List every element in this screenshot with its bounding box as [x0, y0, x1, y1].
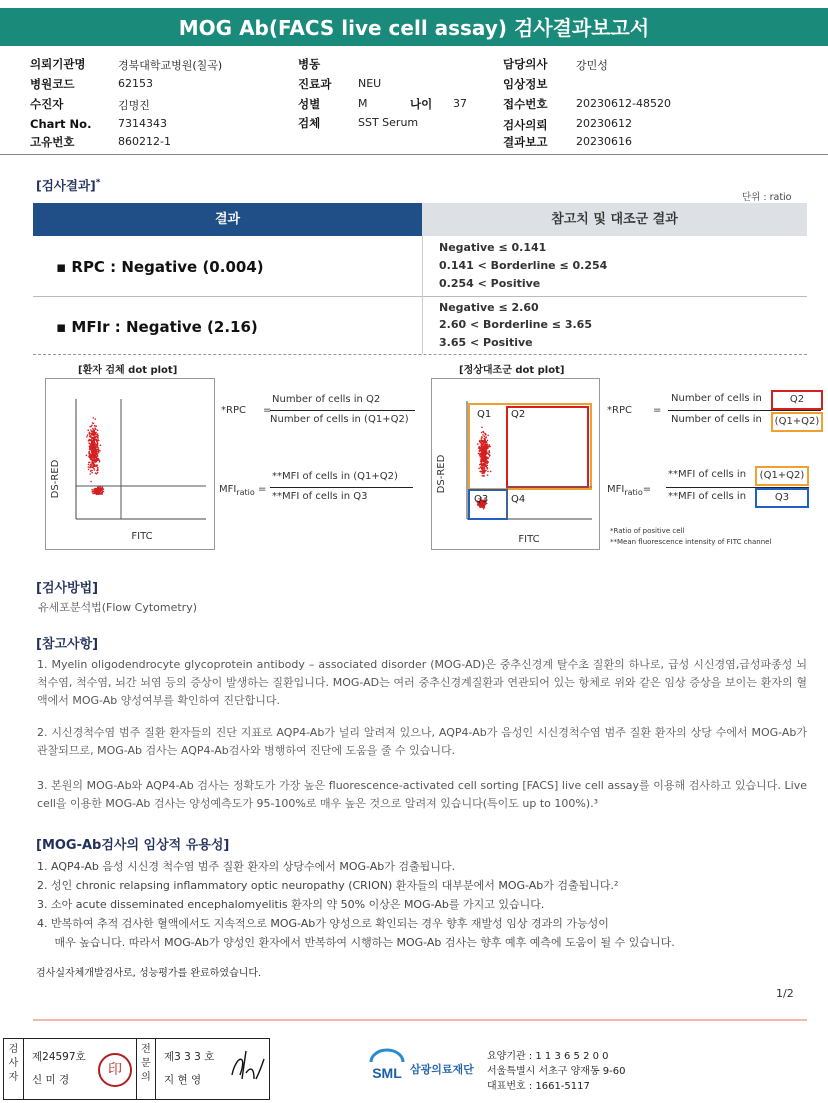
cell-dot [481, 438, 483, 440]
cell-dot [96, 491, 98, 493]
label-request-date: 검사의뢰 [503, 118, 548, 132]
clinical-item-4: 4. 반복하여 추적 검사한 혈액에서도 지속적으로 MOG-Ab가 양성으로 확인되는 경우 향후 재발성 임상 경과의 가능성이 [37, 917, 609, 930]
cell-dot [478, 453, 480, 455]
cell-dot [90, 466, 92, 468]
cell-dot [88, 469, 90, 471]
cell-dot [483, 470, 485, 472]
cell-dot [97, 458, 99, 460]
cell-dot [89, 465, 91, 467]
cell-dot [86, 436, 88, 438]
cell-dot [94, 433, 96, 435]
cell-dot [101, 491, 103, 493]
value-sex: M [358, 97, 368, 110]
cell-dot [88, 433, 90, 435]
cell-dot [98, 493, 100, 495]
control-mfi-num-box: (Q1+Q2) [755, 466, 809, 486]
patient-dot-plot [45, 378, 215, 550]
cell-dot [488, 450, 490, 452]
cell-dot [487, 435, 489, 437]
cell-dot [479, 446, 481, 448]
patient-mfi-numerator: **MFI of cells in (Q1+Q2) [272, 471, 398, 482]
cell-dot [479, 450, 481, 452]
cell-dot [90, 440, 92, 442]
value-receipt-no: 20230612-48520 [576, 97, 671, 110]
control-rpc-eq: = [653, 405, 662, 416]
cell-dot [92, 443, 94, 445]
cell-dot [481, 437, 483, 439]
cell-dot [94, 466, 96, 468]
control-rpc-den-box: (Q1+Q2) [771, 412, 823, 432]
clinical-item-2: 2. 성인 chronic relapsing inflammatory optic neuropathy (CRION) 환자들의 대부분에서 MOG-Ab가 검출됩니다.² [37, 879, 619, 892]
cell-dot [486, 462, 488, 464]
cell-dot [484, 441, 486, 443]
control-rpc-num-box: Q2 [771, 390, 823, 410]
org-address: 서울특별시 서초구 양재동 9-60 [487, 1066, 626, 1077]
cell-dot [487, 471, 489, 473]
org-phone: 대표번호 : 1661-5117 [487, 1081, 590, 1092]
cell-dot [98, 451, 100, 453]
cell-dot [95, 418, 97, 420]
cell-dot [90, 470, 92, 472]
cell-dot [484, 444, 486, 446]
cell-dot [95, 450, 97, 452]
cell-dot [93, 454, 95, 456]
cell-dot [489, 452, 491, 454]
cell-dot [97, 443, 99, 445]
clinical-title: [MOG-Ab검사의 임상적 유용성] [36, 838, 230, 853]
cell-dot [88, 466, 90, 468]
cell-dot [89, 426, 91, 428]
cell-dot [94, 490, 96, 492]
cell-dot [95, 448, 97, 450]
patient-cell-dots [86, 417, 105, 495]
cell-dot [480, 471, 482, 473]
cell-dot [487, 440, 489, 442]
cell-dot [94, 452, 96, 454]
note-paragraph-2: 2. 시신경척수염 범주 질환 환자들의 진단 지표로 AQP4-Ab가 널리 알려져 있으나, AQP4-Ab가 음성인 시신경척수염 범주 질환 환자의 상당 수에서 MOG-Ab가 관찰되므로, MOG-Ab 검사는 AQP4-Ab검사와 병행하여 진단에 도움을 줄 수 있습니다. [37, 726, 807, 757]
cell-dot [482, 470, 484, 472]
cell-dot [92, 437, 94, 439]
cell-dot [97, 435, 99, 437]
cell-dot [86, 455, 88, 457]
cell-dot [91, 434, 93, 436]
control-q3-label: Q3 [474, 494, 489, 505]
cell-dot [92, 467, 94, 469]
patient-dot-plot-svg [46, 379, 214, 549]
cell-dot [93, 434, 95, 436]
cell-dot [92, 422, 94, 424]
cell-dot [90, 481, 92, 483]
label-doctor: 담당의사 [503, 57, 548, 71]
doctor-name: 지 현 영 [164, 1074, 202, 1086]
cell-dot [481, 458, 483, 460]
cell-dot [88, 464, 90, 466]
examiner-label: 검사자 [4, 1039, 24, 1099]
cell-dot [97, 487, 99, 489]
cell-dot [483, 463, 485, 465]
cell-dot [91, 489, 93, 491]
cell-dot [486, 458, 488, 460]
cell-dot [93, 456, 95, 458]
cell-dot [98, 447, 100, 449]
cell-dot [96, 464, 98, 466]
cell-dot [485, 470, 487, 472]
cell-dot [89, 449, 91, 451]
cell-dot [485, 459, 487, 461]
result-column-header: 결과 [33, 203, 422, 236]
rpc-ref-borderline: 0.141 < Borderline ≤ 0.254 [439, 259, 608, 272]
examiner-number: 제24597호 [32, 1051, 86, 1063]
cell-dot [92, 428, 94, 430]
cell-dot [487, 458, 489, 460]
cell-dot [485, 465, 487, 467]
cell-dot [90, 456, 92, 458]
rpc-result: ▪ RPC : Negative (0.004) [56, 258, 264, 276]
label-hospital: 의뢰기관명 [30, 57, 86, 71]
cell-dot [484, 461, 486, 463]
label-ward: 병동 [298, 57, 321, 71]
label-receipt-no: 접수번호 [503, 97, 548, 111]
cell-dot [482, 452, 484, 454]
cell-dot [99, 461, 101, 463]
cell-dot [98, 452, 100, 454]
note-paragraph-1: 1. Myelin oligodendrocyte glycoprotein antibody – associated disorder (MOG-AD)은 중추신경계 탈수초 질환의 하나로, 급성 시신경염,급성파종성 뇌척수염, 척수염, 뇌간 뇌염 등의 증상이 발생하는 질환입니다. MOG-AD는 여러 중추신경계질환과 연관되어 있는 항체로 위와 같은 임상 증상을 보이는 환자의 혈액에서 MOG-Ab 양성여부를 확인하여 진단합니다. [37, 658, 807, 707]
cell-dot [486, 456, 488, 458]
cell-dot [482, 448, 484, 450]
cell-dot [485, 449, 487, 451]
value-request-date: 20230612 [576, 117, 632, 130]
cell-dot [481, 427, 483, 429]
cell-dot [87, 434, 89, 436]
value-hospital-code: 62153 [118, 77, 153, 90]
cell-dot [481, 432, 483, 434]
cell-dot [479, 454, 481, 456]
cell-dot [97, 438, 99, 440]
control-dot-plot-svg [432, 379, 599, 549]
cell-dot [95, 461, 97, 463]
cell-dot [97, 468, 99, 470]
cell-dot [487, 474, 489, 476]
label-department: 진료과 [298, 77, 332, 91]
table-column-divider [422, 236, 423, 354]
cell-dot [99, 490, 101, 492]
cell-dot [100, 445, 102, 447]
control-mfi-numerator: **MFI of cells in [668, 469, 747, 480]
doctor-label: 전문의 [136, 1039, 156, 1099]
patient-mfi-denominator: **MFI of cells in Q3 [272, 491, 368, 502]
cell-dot [96, 441, 98, 443]
cell-dot [88, 442, 90, 444]
cell-dot [480, 460, 482, 462]
control-xlabel: FITC [518, 534, 540, 545]
cell-dot [490, 471, 492, 473]
cell-dot [480, 442, 482, 444]
label-patient: 수진자 [30, 97, 64, 111]
cell-dot [90, 445, 92, 447]
control-q2-label: Q2 [511, 409, 526, 420]
label-clinical-info: 임상정보 [503, 77, 548, 91]
cell-dot [483, 447, 485, 449]
cell-dot [482, 443, 484, 445]
cell-dot [96, 439, 98, 441]
cell-dot [483, 508, 485, 510]
cell-dot [90, 429, 92, 431]
patient-mfi-label: $MFI_{ratio}$ = [219, 484, 267, 497]
table-bottom-divider [33, 354, 807, 355]
value-report-date: 20230616 [576, 135, 632, 148]
cell-dot [91, 439, 93, 441]
cell-dot [484, 468, 486, 470]
cell-dot [488, 453, 490, 455]
cell-dot [482, 442, 484, 444]
cell-dot [483, 438, 485, 440]
control-plot-caption: [정상대조군 dot plot] [459, 365, 565, 376]
cell-dot [480, 507, 482, 509]
cell-dot [95, 445, 97, 447]
org-code: 요양기관 : 1 1 3 6 5 2 0 0 [487, 1051, 609, 1062]
cell-dot [487, 444, 489, 446]
cell-dot [96, 470, 98, 472]
control-mfi-denominator: **MFI of cells in [668, 491, 747, 502]
clinical-item-4-cont: 매우 높습니다. 따라서 MOG-Ab가 양성인 환자에서 반복하여 시행하는 MOG-Ab 검사는 향후 예후 예측에 도움이 될 수 있습니다. [37, 936, 675, 949]
cell-dot [488, 446, 490, 448]
cell-dot [94, 441, 96, 443]
control-note-rpc: *Ratio of positive cell [610, 527, 685, 535]
mfir-ref-borderline: 2.60 < Borderline ≤ 3.65 [439, 318, 592, 331]
cell-dot [102, 486, 104, 488]
control-rpc-numerator: Number of cells in [671, 393, 762, 404]
label-chart-no: Chart No. [30, 117, 92, 131]
cell-dot [92, 447, 94, 449]
cell-dot [92, 493, 94, 495]
label-unique-no: 고유번호 [30, 135, 75, 149]
cell-dot [93, 438, 95, 440]
header-divider [0, 154, 828, 155]
patient-rpc-fraction-bar [270, 410, 415, 411]
cell-dot [96, 449, 98, 451]
cell-dot [88, 440, 90, 442]
patient-rpc-numerator: Number of cells in Q2 [272, 394, 381, 405]
patient-rpc-eq: = [263, 405, 272, 416]
cell-dot [483, 432, 485, 434]
cell-dot [484, 433, 486, 435]
mfir-result: ▪ MFIr : Negative (2.16) [56, 318, 258, 336]
cell-dot [486, 468, 488, 470]
cell-dot [97, 437, 99, 439]
cell-dot [482, 440, 484, 442]
cell-dot [89, 432, 91, 434]
cell-dot [483, 475, 485, 477]
row-divider [33, 296, 807, 297]
value-age: 37 [453, 97, 467, 110]
patient-mfi-fraction-bar [270, 487, 413, 488]
cell-dot [93, 464, 95, 466]
cell-dot [97, 489, 99, 491]
cell-dot [91, 450, 93, 452]
cell-dot [99, 489, 101, 491]
note-paragraph-3: 3. 본원의 MOG-Ab와 AQP4-Ab 검사는 정확도가 가장 높은 fluorescence-activated cell sorting [FACS] live cell assay를 이용해 검사하고 있습니다. Live cell을 이용한 MOG-Ab 검사는 양성예측도가 95-100%로 매우 높은 것으로 알려져 있습니다(특이도 up to 100%).³ [37, 779, 807, 810]
patient-rpc-label: *RPC [221, 405, 246, 416]
cell-dot [94, 425, 96, 427]
patient-ylabel: DS-RED [50, 459, 61, 499]
cell-dot [95, 488, 97, 490]
control-rpc-label: *RPC [607, 405, 632, 416]
control-ylabel: DS-RED [436, 454, 447, 494]
cell-dot [488, 444, 490, 446]
value-specimen: SST Serum [358, 116, 419, 129]
report-title: MOG Ab(FACS live cell assay) 검사결과보고서 [0, 8, 828, 46]
cell-dot [485, 446, 487, 448]
sml-logo [367, 1046, 407, 1084]
control-rpc-fraction-bar [668, 410, 821, 411]
cell-dot [484, 435, 486, 437]
label-hospital-code: 병원코드 [30, 77, 75, 91]
cell-dot [488, 461, 490, 463]
control-note-mfi: **Mean fluorescence intensity of FITC channel [610, 538, 772, 546]
cell-dot [94, 469, 96, 471]
method-title: [검사방법] [36, 581, 99, 596]
cell-dot [91, 452, 93, 454]
cell-dot [485, 436, 487, 438]
cell-dot [93, 417, 95, 419]
cell-dot [484, 452, 486, 454]
control-q4-label: Q4 [511, 494, 526, 505]
cell-dot [486, 452, 488, 454]
cell-dot [89, 462, 91, 464]
cell-dot [102, 488, 104, 490]
doctor-number: 제3 3 3 호 [164, 1051, 215, 1063]
cell-dot [92, 491, 94, 493]
value-doctor: 강민성 [576, 59, 608, 72]
control-rpc-denominator: Number of cells in [671, 414, 762, 425]
cell-dot [478, 448, 480, 450]
cell-dot [96, 453, 98, 455]
cell-dot [88, 456, 90, 458]
cell-dot [482, 460, 484, 462]
control-mfi-den-box: Q3 [755, 488, 809, 508]
unit-label: 단위 : ratio [742, 192, 792, 203]
cell-dot [99, 486, 101, 488]
rpc-ref-positive: 0.254 < Positive [439, 277, 541, 290]
cell-dot [481, 468, 483, 470]
examiner-stamp: 印 [98, 1053, 132, 1087]
cell-dot [479, 440, 481, 442]
cell-dot [91, 472, 93, 474]
cell-dot [91, 465, 93, 467]
cell-dot [90, 435, 92, 437]
label-report-date: 결과보고 [503, 135, 548, 149]
label-age: 나이 [410, 97, 433, 111]
value-patient: 김명진 [118, 99, 150, 112]
cell-dot [482, 475, 484, 477]
control-mfi-label: $MFI_{ratio}=$ [607, 484, 652, 497]
patient-rpc-denominator: Number of cells in (Q1+Q2) [270, 414, 409, 425]
control-dot-plot [431, 378, 600, 550]
examiner-name: 신 미 경 [32, 1074, 70, 1086]
control-q1-label: Q1 [477, 409, 492, 420]
rpc-ref-negative: Negative ≤ 0.141 [439, 241, 547, 254]
cell-dot [89, 473, 91, 475]
cell-dot [99, 450, 101, 452]
cell-dot [91, 459, 93, 461]
value-hospital: 경북대학교병원(칠곡) [118, 59, 223, 72]
cell-dot [88, 451, 90, 453]
notes-title: [참고사항] [36, 637, 99, 652]
cell-dot [480, 447, 482, 449]
cell-dot [482, 434, 484, 436]
cell-dot [94, 445, 96, 447]
label-sex: 성별 [298, 97, 321, 111]
results-section-title: [검사결과]* [36, 177, 101, 193]
cell-dot [485, 442, 487, 444]
cell-dot [96, 493, 98, 495]
page-number: 1/2 [776, 987, 794, 1000]
cell-dot [90, 454, 92, 456]
reference-column-header: 참고치 및 대조군 결과 [422, 203, 807, 236]
cell-dot [87, 429, 89, 431]
sml-logo-icon [367, 1046, 407, 1084]
cell-dot [92, 460, 94, 462]
label-specimen: 검체 [298, 116, 321, 130]
cell-dot [97, 430, 99, 432]
cell-dot [489, 455, 491, 457]
value-unique-no: 860212-1 [118, 135, 171, 148]
mfir-ref-negative: Negative ≤ 2.60 [439, 301, 539, 314]
patient-plot-caption: [환자 검체 dot plot] [78, 365, 178, 376]
cell-dot [94, 431, 96, 433]
cell-dot [94, 427, 96, 429]
org-name: 삼광의료재단 [410, 1063, 474, 1076]
cell-dot [92, 457, 94, 459]
method-text: 유세포분석법(Flow Cytometry) [38, 601, 198, 614]
cell-dot [95, 425, 97, 427]
cell-dot [90, 447, 92, 449]
cell-dot [96, 473, 98, 475]
value-chart-no: 7314343 [118, 117, 167, 130]
cell-dot [485, 454, 487, 456]
cell-dot [478, 468, 480, 470]
cell-dot [97, 467, 99, 469]
cell-dot [480, 464, 482, 466]
cell-dot [91, 441, 93, 443]
clinical-item-3: 3. 소아 acute disseminated encephalomyelitis 환자의 약 50% 이상은 MOG-Ab를 가지고 있습니다. [37, 898, 545, 911]
cell-dot [92, 445, 94, 447]
signature-block [3, 1038, 270, 1100]
cell-dot [484, 456, 486, 458]
cell-dot [90, 443, 92, 445]
cell-dot [482, 455, 484, 457]
cell-dot [477, 443, 479, 445]
patient-xlabel: FITC [131, 531, 153, 542]
svg-text:SML: SML [372, 1065, 402, 1081]
clinical-item-1: 1. AQP4-Ab 음성 시신경 척수염 범주 질환 환자의 상당수에서 MOG-Ab가 검출됩니다. [37, 860, 455, 873]
cell-dot [101, 493, 103, 495]
mfir-ref-positive: 3.65 < Positive [439, 336, 533, 349]
value-department: NEU [358, 77, 382, 90]
validation-note: 검사실자체개발검사로, 성능평가를 완료하였습니다. [36, 968, 262, 979]
footer-divider [33, 1019, 807, 1021]
doctor-signature [226, 1045, 266, 1091]
